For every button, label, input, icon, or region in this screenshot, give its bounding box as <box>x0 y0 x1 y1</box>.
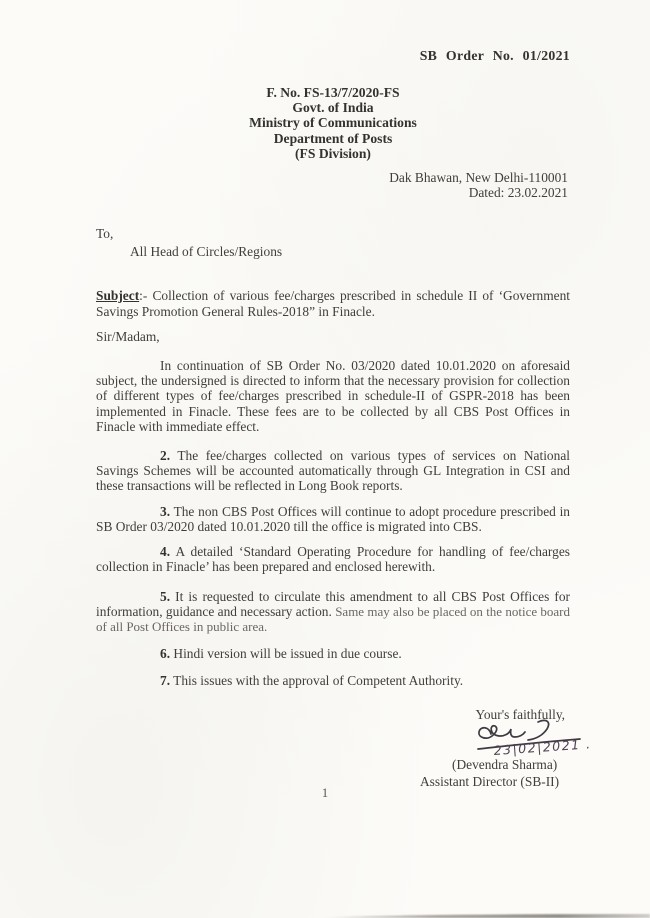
page-number: 1 <box>321 786 329 800</box>
paragraph-3-number: 3. <box>160 503 171 519</box>
paragraph-2 <box>96 448 570 494</box>
addressee: All Head of Circles/Regions <box>130 243 283 259</box>
paragraph-7 <box>96 673 570 688</box>
org-line-department: Department of Posts <box>273 130 393 146</box>
handwritten-date: 23|02|2021 . <box>493 735 592 758</box>
paragraph-6-text: Hindi version will be issued in due course. <box>173 645 402 661</box>
scan-edge-shadow <box>322 914 650 918</box>
to-label: To, <box>96 225 114 241</box>
paragraph-7-number: 7. <box>160 673 171 689</box>
org-line-govt: Govt. of India <box>292 100 374 116</box>
paragraph-4 <box>96 544 570 575</box>
paragraph-4-text: A detailed ‘Standard Operating Procedure for handling of fee/charges collection in Finacle’ has been prepared and enclosed herewith. <box>96 543 570 575</box>
date-line: Dated: 23.02.2021 <box>468 185 568 201</box>
org-line-ministry: Ministry of Communications <box>249 115 417 131</box>
paragraph-5-text-faded: Same may also be placed on the notice board of all Post Offices in public area. <box>96 603 570 635</box>
subject-label: Subject <box>96 287 140 303</box>
place-line: Dak Bhawan, New Delhi-110001 <box>389 170 568 186</box>
place-date-block <box>96 170 570 201</box>
paragraph-1 <box>96 358 570 435</box>
paragraph-3-text: The non CBS Post Offices will continue to adopt procedure prescribed in SB Order 03/2020 dated 10.01.2020 till the office is migrated into CBS. <box>96 503 570 535</box>
order-number: SB Order No. 01/2021 <box>419 48 570 63</box>
paragraph-6-number: 6. <box>160 645 171 661</box>
signatory-name: (Devendra Sharma) <box>452 756 558 772</box>
signatory-title: Assistant Director (SB-II) <box>420 773 560 789</box>
subject-line <box>96 288 570 321</box>
paragraph-5 <box>96 589 570 635</box>
salutation: Sir/Madam, <box>96 328 160 344</box>
org-line-division: (FS Division) <box>295 145 371 161</box>
paragraph-2-number: 2. <box>160 447 171 463</box>
paragraph-1-text: In continuation of SB Order No. 03/2020 dated 10.01.2020 on aforesaid subject, the undersigned is directed to inform that the necessary provision for collection of different types of fee/charges prescribed in schedule-II of GSPR-2018 has been implemented in Finacle. These fees are to be collected by all CBS Post Offices in Finacle with immediate effect. <box>96 357 570 435</box>
subject-text: :- Collection of various fee/charges prescribed in schedule II of ‘Government Savings Promotion General Rules-2018” in Finacle. <box>96 287 570 320</box>
file-number: F. No. FS-13/7/2020-FS <box>266 85 400 100</box>
paragraph-5-number: 5. <box>160 588 171 604</box>
paragraph-5-text: It is requested to circulate this amendment to all CBS Post Offices for information, guidance and necessary action. <box>96 588 570 619</box>
paragraph-3 <box>96 504 570 535</box>
paragraph-7-text: This issues with the approval of Competent Authority. <box>173 673 464 689</box>
closing-salutation: Your's faithfully, <box>475 706 565 722</box>
letter-head <box>96 85 570 161</box>
paragraph-4-number: 4. <box>160 543 171 559</box>
handwritten-signature-icon <box>476 718 614 762</box>
paragraph-6 <box>96 646 570 661</box>
letter-content <box>0 48 650 689</box>
paragraph-2-text: The fee/charges collected on various types of services on National Savings Schemes will be accounted automatically through GL Integration in CSI and these transactions will be reflected in Long Book reports. <box>96 447 570 494</box>
